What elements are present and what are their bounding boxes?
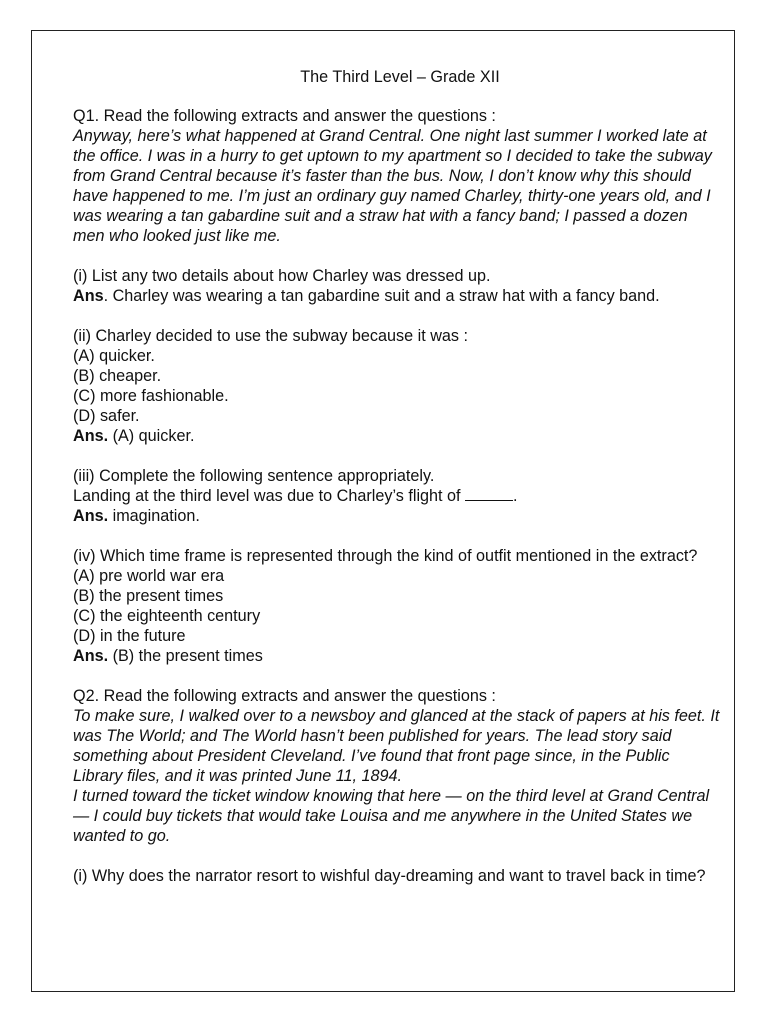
q1-ii-answer: [73, 426, 721, 446]
option-c: (C) the eighteenth century: [73, 607, 261, 625]
q1-iii-question: (iii) Complete the following sentence appropriately.: [73, 467, 435, 485]
q1-i-answer: [73, 287, 660, 305]
q1-iv-question: (iv) Which time frame is represented through the kind of outfit mentioned in the extract?: [73, 547, 698, 565]
q2-section: [73, 686, 721, 846]
answer-label: Ans.: [73, 647, 109, 665]
q2-extract-paragraph-2: I turned toward the ticket window knowing that here — on the third level at Grand Central — I could buy tickets that would take Louisa and me anywhere in the United States we wanted to go.: [73, 787, 710, 845]
answer-label: Ans: [73, 287, 104, 305]
q2-i: [73, 866, 721, 886]
q1-heading: Q1. Read the following extracts and answer the questions :: [73, 107, 496, 125]
option-c: (C) more fashionable.: [73, 387, 229, 405]
option-d: (D) safer.: [73, 407, 140, 425]
q2-i-question: (i) Why does the narrator resort to wishful day-dreaming and want to travel back in time?: [73, 867, 706, 885]
q1-ii-question: (ii) Charley decided to use the subway because it was :: [73, 327, 468, 345]
answer-text: . Charley was wearing a tan gabardine suit and a straw hat with a fancy band.: [103, 287, 660, 305]
q1-iv-answer: [73, 646, 721, 666]
q2-extract-paragraph-1: To make sure, I walked over to a newsboy and glanced at the stack of papers at his feet. It was The World; and The World hasn’t been published for years. The lead story said something about President Cleveland. I’ve found that front page since, in the Public Library files, and it was printed June 11, 1894.: [73, 707, 720, 785]
option-b: (B) cheaper.: [73, 367, 162, 385]
q1-section: [73, 106, 721, 246]
q1-extract: Anyway, here’s what happened at Grand Central. One night last summer I worked late at the office. I was in a hurry to get uptown to my apartment so I decided to take the subway from Grand Central because it’s faster than the bus. Now, I don’t know why this should have happened to me. I’m just an ordinary guy named Charley, thirty-one years old, and I was wearing a tan gabardine suit and a straw hat with a fancy band; I passed a dozen men who looked just like me.: [73, 127, 712, 245]
q1-i-question: (i) List any two details about how Charley was dressed up.: [73, 267, 491, 285]
q1-i: [73, 266, 721, 306]
answer-label: Ans.: [73, 507, 109, 525]
option-d: (D) in the future: [73, 627, 186, 645]
q1-iii-sentence: [73, 486, 721, 506]
q1-iv: [73, 546, 721, 666]
answer-label: Ans.: [73, 427, 109, 445]
option-a: (A) quicker.: [73, 347, 155, 365]
answer-text: imagination.: [108, 507, 200, 525]
fill-blank: [465, 486, 513, 501]
document-body: [73, 67, 721, 906]
q1-ii: [73, 326, 721, 446]
sentence-text: Landing at the third level was due to Charley’s flight of: [73, 487, 466, 505]
answer-text: (A) quicker.: [108, 427, 195, 445]
q1-iii-answer: [73, 506, 721, 526]
option-b: (B) the present times: [73, 587, 224, 605]
q2-heading: Q2. Read the following extracts and answer the questions :: [73, 687, 496, 705]
sentence-end: .: [513, 487, 518, 505]
q1-iii: [73, 466, 721, 526]
answer-text: (B) the present times: [108, 647, 263, 665]
document-title: The Third Level – Grade XII: [300, 68, 500, 86]
option-a: (A) pre world war era: [73, 567, 225, 585]
